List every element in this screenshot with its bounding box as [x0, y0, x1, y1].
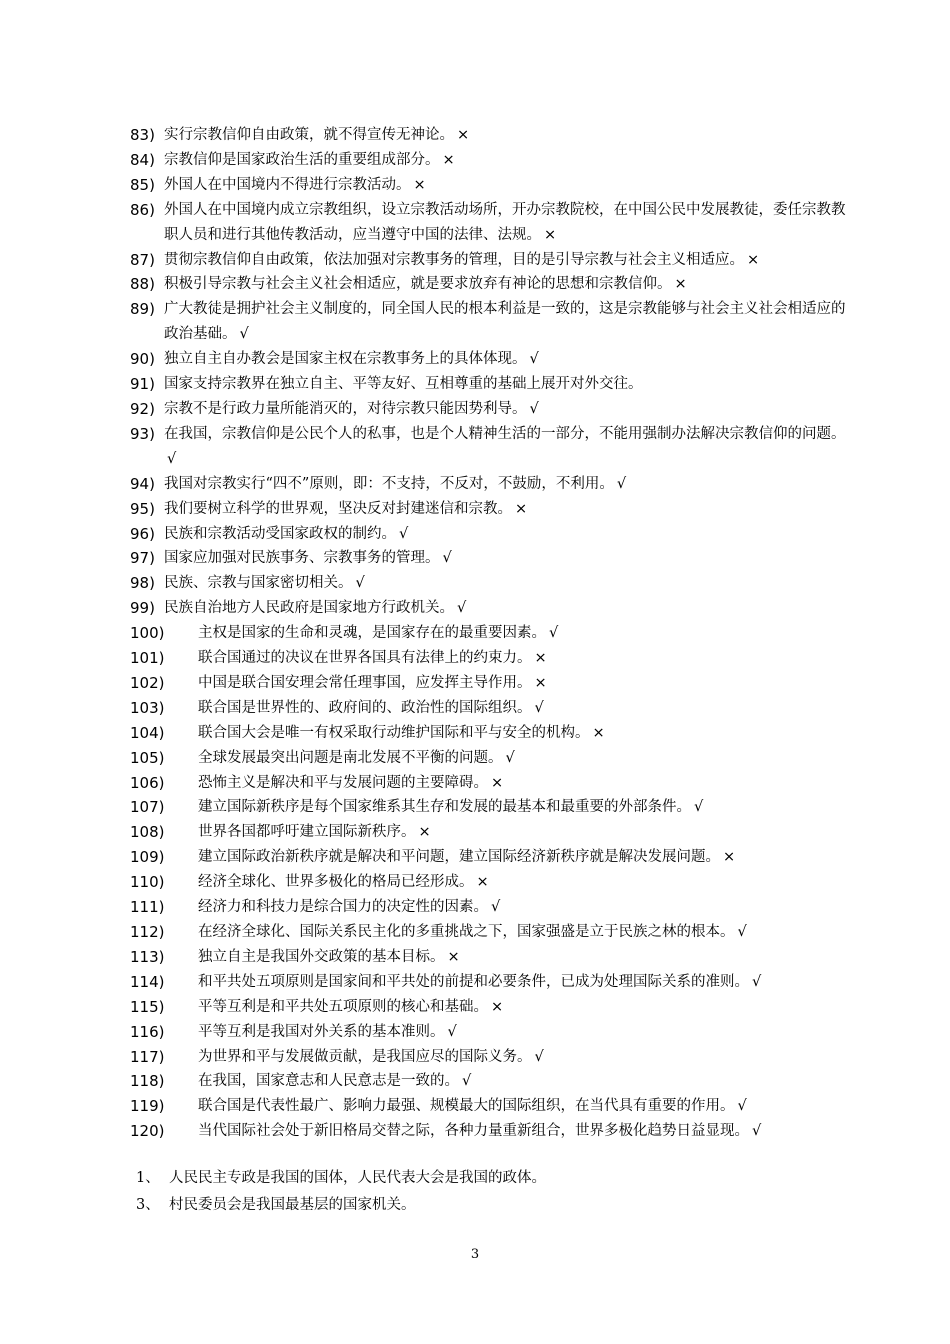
question-item [130, 123, 852, 148]
question-number: 88) [130, 275, 155, 294]
question-text-line [198, 721, 852, 746]
question-item [130, 522, 852, 547]
question-text: 贯彻宗教信仰自由政策，依法加强对宗教事务的管理，目的是引导宗教与社会主义相适应。 [164, 251, 744, 268]
question-number: 101) [130, 649, 165, 668]
question-item [130, 148, 852, 173]
true-mark: √ [491, 899, 501, 916]
question-text-line [164, 123, 852, 148]
question-text: 独立自主是我国外交政策的基本目标。 [198, 948, 445, 965]
question-text-line [164, 173, 852, 198]
question-item [130, 1045, 852, 1070]
true-mark: √ [737, 924, 747, 940]
true-mark: √ [737, 1098, 747, 1115]
question-text-line [198, 845, 852, 870]
question-number: 105) [130, 748, 165, 767]
question-item [130, 795, 852, 820]
question-item [130, 820, 852, 845]
question-item [130, 721, 852, 746]
question-number: 118) [130, 1072, 165, 1091]
false-mark: × [491, 998, 504, 1015]
question-text-line [198, 1020, 852, 1045]
question-text-line [164, 571, 852, 596]
question-number: 89) [130, 300, 155, 319]
question-text: 世界各国都呼吁建立国际新秩序。 [198, 824, 416, 841]
question-text: 宗教信仰是国家政治生活的重要组成部分。 [164, 151, 440, 168]
question-text: 我们要树立科学的世界观，坚决反对封建迷信和宗教。 [164, 500, 512, 517]
statement-text: 人民民主专政是我国的国体，人民代表大会是我国的政体。 [169, 1170, 546, 1186]
question-text: 积极引导宗教与社会主义社会相适应，就是要求放弃有神论的思想和宗教信仰。 [164, 276, 672, 293]
question-item [130, 546, 852, 571]
question-item [130, 845, 852, 870]
true-mark: √ [355, 575, 365, 592]
statement-text: 村民委员会是我国最基层的国家机关。 [169, 1197, 416, 1213]
question-number: 92) [130, 399, 155, 418]
true-mark: √ [694, 799, 704, 816]
question-text: 当代国际社会处于新旧格局交替之际，各种力量重新组合，世界多极化趋势日益显现。 [198, 1123, 749, 1140]
question-text-line [198, 771, 852, 796]
true-mark: √ [549, 625, 559, 642]
question-item [130, 472, 852, 497]
question-number: 110) [130, 873, 165, 892]
question-item [130, 646, 852, 671]
false-mark: × [674, 276, 687, 293]
question-text-line [198, 970, 852, 995]
question-text-line [198, 1069, 852, 1094]
question-text: 建立国际新秩序是每个国家维系其生存和发展的最基本和最重要的外部条件。 [198, 799, 691, 816]
question-text-line [164, 272, 852, 297]
question-text-line [164, 297, 852, 347]
question-text-line [198, 820, 852, 845]
question-item [130, 621, 852, 646]
false-mark: × [723, 849, 736, 866]
true-mark: √ [534, 1048, 544, 1065]
question-number: 109) [130, 848, 165, 867]
true-mark: √ [462, 1073, 472, 1090]
question-number: 108) [130, 823, 165, 842]
question-text-line [164, 497, 852, 522]
question-text-line [164, 472, 852, 497]
question-number: 91) [130, 375, 155, 394]
question-item [130, 272, 852, 297]
question-text-line [198, 671, 852, 696]
question-number: 84) [130, 150, 155, 169]
question-text: 中国是联合国安理会常任理事国，应发挥主导作用。 [198, 674, 532, 691]
question-item [130, 920, 852, 945]
question-text-line [198, 696, 852, 721]
question-text: 联合国大会是唯一有权采取行动维护国际和平与安全的机构。 [198, 724, 590, 741]
question-number: 103) [130, 698, 165, 717]
question-item [130, 372, 852, 397]
true-mark: √ [167, 450, 177, 467]
question-number: 113) [130, 947, 165, 966]
question-number: 112) [130, 923, 165, 941]
false-mark: × [447, 948, 460, 965]
question-text: 联合国是代表性最广、影响力最强、规模最大的国际组织，在当代具有重要的作用。 [198, 1098, 735, 1115]
question-text-line [198, 1119, 852, 1144]
true-mark: √ [752, 973, 762, 990]
question-number: 102) [130, 673, 165, 692]
question-text: 平等互利是我国对外关系的基本准则。 [198, 1023, 445, 1040]
true-mark: √ [752, 1123, 762, 1140]
true-mark: √ [529, 351, 539, 368]
question-number: 107) [130, 798, 165, 817]
question-text: 经济力和科技力是综合国力的决定性的因素。 [198, 899, 488, 916]
question-text-line [198, 895, 852, 920]
true-mark: √ [239, 326, 249, 343]
question-number: 119) [130, 1097, 165, 1116]
question-text: 建立国际政治新秩序就是解决和平问题，建立国际经济新秩序就是解决发展问题。 [198, 849, 720, 866]
false-mark: × [476, 874, 489, 891]
question-text: 民族自治地方人民政府是国家地方行政机关。 [164, 600, 454, 617]
question-number: 90) [130, 350, 155, 369]
statement-number: 1、 [136, 1170, 160, 1186]
question-text-line [164, 422, 852, 472]
question-text: 为世界和平与发展做贡献，是我国应尽的国际义务。 [198, 1048, 532, 1065]
question-number: 87) [130, 250, 155, 269]
question-text: 外国人在中国境内不得进行宗教活动。 [164, 176, 411, 193]
question-number: 93) [130, 424, 155, 443]
true-mark: √ [442, 550, 452, 567]
question-text: 在我国，国家意志和人民意志是一致的。 [198, 1073, 459, 1090]
false-mark: × [534, 650, 547, 667]
question-number: 120) [130, 1122, 165, 1141]
question-text-line [164, 248, 852, 273]
question-text: 经济全球化、世界多极化的格局已经形成。 [198, 874, 474, 891]
question-text-line [164, 148, 852, 173]
question-text: 联合国是世界性的、政府间的、政治性的国际组织。 [198, 699, 532, 716]
statement-number: 3、 [136, 1197, 160, 1213]
question-number: 115) [130, 997, 165, 1016]
true-mark: √ [457, 600, 467, 617]
question-text: 国家支持宗教界在独立自主、平等友好、互相尊重的基础上展开对外交往。 [164, 376, 643, 393]
question-number: 97) [130, 549, 155, 568]
question-number: 98) [130, 574, 155, 593]
question-item [130, 1020, 852, 1045]
question-item [130, 198, 852, 248]
question-text-line [198, 870, 852, 895]
question-number: 111) [130, 898, 165, 917]
false-mark: × [592, 724, 605, 741]
question-item [130, 746, 852, 771]
question-number: 106) [130, 773, 165, 792]
question-text: 外国人在中国境内成立宗教组织，设立宗教活动场所，开办宗教院校，在中国公民中发展教徒，委任宗教教职人员和进行其他传教活动，应当遵守中国的法律、法规。 [164, 201, 846, 243]
question-item [130, 422, 852, 472]
question-text-line [198, 920, 852, 945]
question-text-line [198, 945, 852, 970]
question-text: 平等互利是和平共处五项原则的核心和基础。 [198, 998, 488, 1015]
question-item [130, 870, 852, 895]
question-item [130, 945, 852, 970]
question-number: 83) [130, 126, 155, 144]
question-text-line [164, 546, 852, 571]
question-text-line [198, 621, 852, 646]
question-text: 全球发展最突出问题是南北发展不平衡的问题。 [198, 749, 503, 766]
question-number: 100) [130, 624, 165, 643]
question-text: 联合国通过的决议在世界各国具有法律上的约束力。 [198, 650, 532, 667]
question-text: 国家应加强对民族事务、宗教事务的管理。 [164, 550, 440, 567]
question-number: 86) [130, 200, 155, 219]
question-text: 广大教徒是拥护社会主义制度的，同全国人民的根本利益是一致的，这是宗教能够与社会主义社会相适应的政治基础。 [164, 301, 846, 343]
question-text-line [164, 596, 852, 621]
question-text-line [164, 347, 852, 372]
question-item [130, 696, 852, 721]
question-item [130, 248, 852, 273]
question-item [130, 571, 852, 596]
question-text: 主权是国家的生命和灵魂，是国家存在的最重要因素。 [198, 625, 546, 642]
question-text-line [198, 1045, 852, 1070]
question-text-line [198, 646, 852, 671]
question-text-line [198, 995, 852, 1020]
false-mark: × [515, 500, 528, 517]
statement-item [136, 1165, 836, 1192]
false-mark: × [747, 251, 760, 268]
true-mark: √ [505, 749, 515, 766]
question-text: 和平共处五项原则是国家间和平共处的前提和必要条件，已成为处理国际关系的准则。 [198, 973, 749, 990]
question-text: 在我国，宗教信仰是公民个人的私事，也是个人精神生活的一部分，不能用强制办法解决宗教信仰的问题。 [164, 425, 846, 442]
question-number: 114) [130, 972, 165, 991]
question-item [130, 596, 852, 621]
false-mark: × [491, 774, 504, 791]
false-mark: × [442, 151, 455, 168]
question-item [130, 671, 852, 696]
statement-item [136, 1192, 836, 1219]
question-text: 民族、宗教与国家密切相关。 [164, 575, 353, 592]
false-mark: × [418, 824, 431, 841]
true-mark: √ [616, 475, 627, 492]
question-text-line [198, 746, 852, 771]
question-text-line [164, 397, 852, 422]
question-item [130, 397, 852, 422]
question-text: 宗教不是行政力量所能消灭的，对待宗教只能因势利导。 [164, 400, 527, 417]
question-number: 117) [130, 1047, 165, 1066]
false-mark: × [534, 674, 547, 691]
question-text: 在经济全球化、国际关系民主化的多重挑战之下，国家强盛是立于民族之林的根本。 [198, 924, 735, 940]
question-item [130, 970, 852, 995]
additional-statements [136, 1165, 836, 1219]
true-mark: √ [534, 699, 544, 716]
question-text-line [164, 522, 852, 547]
question-text: 独立自主自办教会是国家主权在宗教事务上的具体体现。 [164, 351, 527, 368]
page-number: 3 [470, 1247, 480, 1262]
true-false-question-list [130, 123, 852, 1144]
false-mark: × [544, 226, 557, 243]
question-text-line [198, 795, 852, 820]
question-text-line [164, 372, 852, 397]
question-item [130, 895, 852, 920]
question-item [130, 771, 852, 796]
question-item [130, 1119, 852, 1144]
question-text: 实行宗教信仰自由政策，就不得宣传无神论。 [164, 127, 454, 143]
question-text-line [198, 1094, 852, 1119]
question-number: 96) [130, 524, 155, 543]
question-item [130, 297, 852, 347]
true-mark: √ [447, 1023, 457, 1040]
question-number: 94) [130, 474, 155, 493]
question-number: 99) [130, 599, 155, 618]
question-item [130, 347, 852, 372]
false-mark: × [457, 127, 470, 143]
question-number: 95) [130, 499, 155, 518]
question-item [130, 173, 852, 198]
question-item [130, 497, 852, 522]
true-mark: √ [399, 525, 409, 542]
question-text: 我国对宗教实行“四不”原则，即：不支持，不反对，不鼓励，不利用。 [164, 475, 614, 492]
question-text: 民族和宗教活动受国家政权的制约。 [164, 525, 396, 542]
true-mark: √ [529, 400, 539, 417]
question-item [130, 1069, 852, 1094]
question-item [130, 995, 852, 1020]
question-number: 85) [130, 175, 155, 194]
question-number: 116) [130, 1022, 165, 1041]
question-item [130, 1094, 852, 1119]
question-text-line [164, 198, 852, 248]
question-number: 104) [130, 723, 165, 742]
question-text: 恐怖主义是解决和平与发展问题的主要障碍。 [198, 774, 488, 791]
false-mark: × [413, 176, 426, 193]
